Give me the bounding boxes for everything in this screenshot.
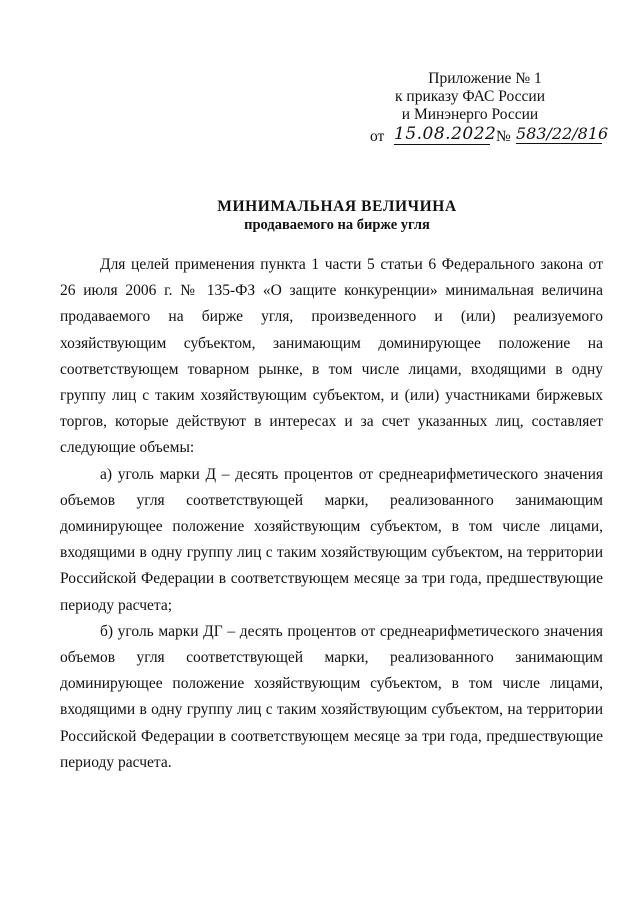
- intro-paragraph: Для целей применения пункта 1 части 5 статьи 6 Федерального закона от 26 июля 2006 г. № 135-ФЗ «О защите конкуренции» минимальная величина продаваемого на бирже угля, произведенного и (или) реализуемого хозяйствующим субъектом, занимающим доминирующее положение на соответствующем товарном рынке, в том числе лицами, входящими в одну группу лиц с таким хозяйствующим субъектом, и (или) участниками биржевых торгов, которые действуют в интересах и за счет указанных лиц, составляет следующие объемы:: [60, 256, 603, 457]
- item-b-paragraph: б) уголь марки ДГ – десять процентов от среднеарифметического значения объемов угля соответствующей марки, реализованного занимающим доминирующее положение хозяйствующим субъектом, в том числе лицами, входящими в одну группу лиц с таким хозяйствующим субъектом, на территории Российской Федерации в соответствующем месяце за три года, предшествующие периоду расчета.: [60, 622, 603, 771]
- from-label: от: [370, 128, 385, 145]
- title-main: МИНИМАЛЬНАЯ ВЕЛИЧИНА: [217, 198, 457, 215]
- handwritten-number: 583/22/816: [516, 124, 609, 143]
- document-body: [60, 252, 603, 776]
- number-label: №: [496, 128, 511, 145]
- appendix-header: [340, 70, 600, 124]
- appendix-number: Приложение № 1: [428, 70, 542, 87]
- order-date-number: [370, 124, 620, 148]
- document-title: [0, 198, 640, 234]
- handwritten-date: 15.08.2022: [394, 124, 497, 144]
- ministry-reference: и Минэнерго России: [401, 106, 539, 123]
- title-sub: продаваемого на бирже угля: [244, 217, 430, 233]
- order-reference: к приказу ФАС России: [395, 88, 545, 105]
- item-a-paragraph: а) уголь марки Д – десять процентов от среднеарифметического значения объемов угля соответствующей марки, реализованного занимающим доминирующее положение хозяйствующим субъектом, в том числе лицами, входящими в одну группу лиц с таким хозяйствующим субъектом, на территории Российской Федерации в соответствующем месяце за три года, предшествующие периоду расчета;: [60, 465, 603, 614]
